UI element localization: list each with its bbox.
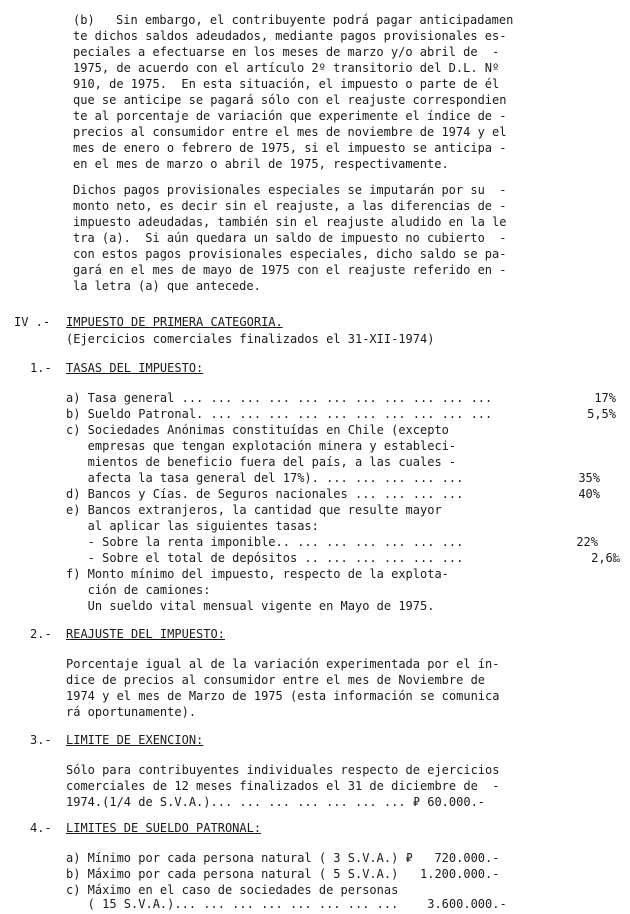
prov-line-4: tra (a). Si aún quedara un saldo de impuesto no cubierto - [73, 231, 507, 245]
s2-line-4: rá oportunamente). [66, 705, 197, 719]
s1-item-f-3: Un sueldo vital mensual vigente en Mayo de 1975. [66, 599, 435, 613]
s1-item-f-2: ción de camiones: [66, 583, 211, 597]
s3-number: 3.- [30, 733, 52, 747]
b-line-2: te dichos saldos adeudados, mediante pagos provisionales es- [73, 29, 507, 43]
s2-line-2: dice de precios al consumidor entre el mes de Noviembre de [66, 673, 486, 687]
section-iv-title: IMPUESTO DE PRIMERA CATEGORIA. [66, 315, 283, 329]
b-line-4: 1975, de acuerdo con el artículo 2º transitorio del D.L. Nº [73, 61, 500, 75]
s1-item-c-1: c) Sociedades Anónimas constituídas en Chile (excepto [66, 423, 449, 437]
prov-line-1: Dichos pagos provisionales especiales se imputarán por su - [73, 183, 507, 197]
s3-line-3: 1974.(1/4 de S.V.A.)... ... ... ... ... ... ... ₽ 60.000.- [66, 795, 486, 809]
s2-title: REAJUSTE DEL IMPUESTO: [66, 627, 225, 641]
s3-title: LIMITE DE EXENCION: [66, 733, 204, 747]
b-line-5: 910, de 1975. En esta situación, el impuesto o parte de él [73, 77, 500, 91]
s3-line-2: comerciales de 12 meses finalizados el 31 de diciembre de - [66, 779, 500, 793]
section-iv-subtitle: (Ejercicios comerciales finalizados el 31-XII-1974) [66, 332, 435, 346]
s1-title: TASAS DEL IMPUESTO: [66, 361, 204, 375]
s4-item-c-1: c) Máximo en el caso de sociedades de personas [66, 883, 399, 897]
s2-number: 2.- [30, 627, 52, 641]
b-line-7: te al porcentaje de variación que experimente el índice de - [73, 109, 507, 123]
s1-item-e-3-value: 22% [576, 535, 598, 549]
s1-item-e-1: e) Bancos extranjeros, la cantidad que resulte mayor [66, 503, 442, 517]
section-iv-number: IV .- [14, 315, 51, 329]
b-line-3: peciales a efectuarse en los meses de marzo y/o abril de - [73, 45, 500, 59]
s4-item-a: a) Mínimo por cada persona natural ( 3 S.V.A.) ₽ 720.000.- [66, 851, 500, 865]
b-label: (b) [73, 13, 95, 27]
s1-item-a-value: 17% [594, 391, 616, 405]
b-line-10: en el mes de marzo o abril de 1975, respectivamente. [73, 157, 449, 171]
s4-item-c-2: ( 15 S.V.A.)... ... ... ... ... ... ... ... 3.600.000.- [66, 897, 507, 911]
s1-item-c-2: empresas que tengan explotación minera y estableci- [66, 439, 457, 453]
s1-item-a: a) Tasa general ... ... ... ... ... ... ... ... ... ... ... [66, 391, 493, 405]
s1-item-b: b) Sueldo Patronal. ... ... ... ... ... ... ... ... ... ... [66, 407, 493, 421]
s1-item-c-value: 35% [578, 471, 600, 485]
s1-item-e-3: - Sobre la renta imponible.. ... ... ... ... ... ... [66, 535, 464, 549]
s3-line-1: Sólo para contribuyentes individuales respecto de ejercicios [66, 763, 500, 777]
s1-item-c-4: afecta la tasa general del 17%). ... ... ... ... ... [66, 471, 464, 485]
s1-item-d-value: 40% [578, 487, 600, 501]
s1-item-b-value: 5,5% [587, 407, 616, 421]
b-line-9: mes de enero o febrero de 1975, si el impuesto se anticipa - [73, 141, 507, 155]
prov-line-3: impuesto adeudadas, también sin el reajuste aludido en la le [73, 215, 507, 229]
s2-line-1: Porcentaje igual al de la variación experimentada por el ín- [66, 657, 500, 671]
prov-line-2: monto neto, es decir sin el reajuste, a las diferencias de - [73, 199, 507, 213]
s4-title: LIMITES DE SUELDO PATRONAL: [66, 821, 262, 835]
s1-number: 1.- [30, 361, 52, 375]
b-line-1: Sin embargo, el contribuyente podrá pagar anticipadamen [116, 13, 514, 27]
s1-item-c-3: mientos de beneficio fuera del país, a las cuales - [66, 455, 457, 469]
s1-item-f-1: f) Monto mínimo del impuesto, respecto de la explota- [66, 567, 449, 581]
prov-line-5: con estos pagos provisionales especiales, dicho saldo se pa- [73, 247, 507, 261]
b-line-8: precios al consumidor entre el mes de noviembre de 1974 y el [73, 125, 507, 139]
prov-line-7: la letra (a) que antecede. [73, 279, 261, 293]
s4-item-b: b) Máximo por cada persona natural ( 5 S.V.A.) 1.200.000.- [66, 867, 500, 881]
prov-line-6: gará en el mes de mayo de 1975 con el reajuste referido en - [73, 263, 507, 277]
b-line-6: que se anticipe se pagará sólo con el reajuste correspondien [73, 93, 507, 107]
s2-line-3: 1974 y el mes de Marzo de 1975 (esta información se comunica [66, 689, 500, 703]
s4-number: 4.- [30, 821, 52, 835]
s1-item-d: d) Bancos y Cías. de Seguros nacionales ... ... ... ... [66, 487, 464, 501]
s1-item-e-4: - Sobre el total de depósitos .. ... ... ... ... ... [66, 551, 464, 565]
s1-item-e-2: al aplicar las siguientes tasas: [66, 519, 319, 533]
s1-item-e-4-value: 2,6‰ [591, 551, 620, 565]
